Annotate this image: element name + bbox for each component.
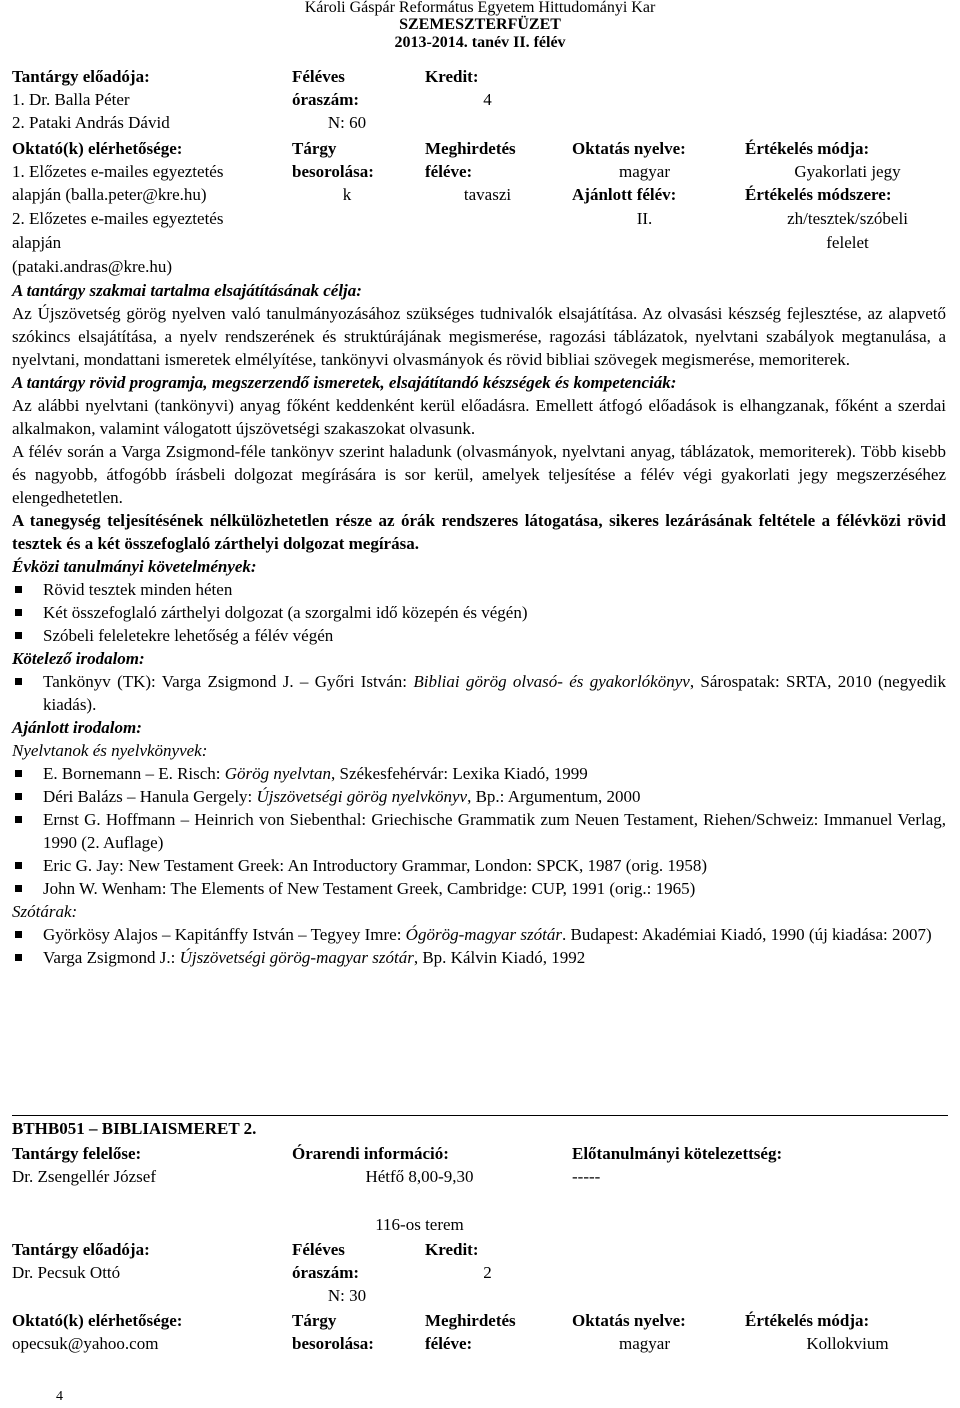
contact-line: (pataki.andras@kre.hu) <box>12 257 173 276</box>
classification-label: besorolása: <box>292 162 374 181</box>
document-title: SZEMESZTERFÜZET <box>399 16 561 33</box>
language-label: Oktatás nyelve: <box>572 1311 686 1330</box>
hours-label: óraszám: <box>292 90 360 109</box>
evaluation-label: Értékelés módja: <box>745 139 870 158</box>
language-value: magyar <box>619 162 670 181</box>
recommended-semester-value: II. <box>636 209 653 228</box>
list-item <box>12 785 946 808</box>
language-value: magyar <box>619 1334 670 1353</box>
hours-label: Féléves <box>292 1240 345 1259</box>
citation-title: Ógörög-magyar szótár <box>405 925 562 944</box>
program-requirement-bold: A tanegység teljesítésének nélkülözhetetlen része az órák rendszeres látogatása, sikeres lezárásának feltétele a félévközi rövid tesztek és a két összefoglaló zárthelyi dolgozat megírása. <box>12 511 946 553</box>
course1-body <box>12 279 946 969</box>
lecturer-value: Dr. Pecsuk Ottó <box>12 1263 121 1282</box>
room-value: 116-os terem <box>375 1215 464 1234</box>
list-item <box>12 670 946 716</box>
contact-line: alapján (balla.peter@kre.hu) <box>12 185 207 204</box>
lecturer-1: 1. Dr. Balla Péter <box>12 90 130 109</box>
course2-title: BTHB051 – BIBLIAISMERET 2. <box>12 1119 257 1138</box>
goal-text: Az Újszövetség görög nyelven való tanulmányozásához szükséges tudnivalók elsajátítása. Az olvasási készség fejlesztése, az alapvető szókincs elsajátítása, a nyelv rendszerének és struktúrájának megismerése, ragozási táblázatok, nyelvtani szabályok megtanulása, a nyelvtani, mondattani ismeretek elmélyítése, tankönyvi olvasmányok és rövid bibliai szövegek megismerése, memoriterek. <box>12 304 946 369</box>
contact-value: opecsuk@yahoo.com <box>12 1334 159 1353</box>
list-item: Ernst G. Hoffmann – Heinrich von Siebenthal: Griechische Grammatik zum Neuen Testament, Riehen/Schweiz: Immanuel Verlag, 1990 (2. Auflage) <box>12 808 946 854</box>
citation-text: , Székesfehérvár: Lexika Kiadó, 1999 <box>331 764 588 783</box>
program-paragraph: Az alábbi nyelvtani (tankönyvi) anyag főként keddenként kerül előadásra. Emellett átfogó előadások is elhangzanak, főként a szerdai alkalmakon, valamint válogatott újszövetségi szakaszokat olvasunk. <box>12 396 946 438</box>
course-separator <box>12 1115 948 1116</box>
dictionaries-list <box>12 923 946 969</box>
evaluation-value: Gyakorlati jegy <box>794 162 901 181</box>
evaluation-value: Kollokvium <box>806 1334 889 1353</box>
citation-title: Bibliai görög olvasó- és gyakorlókönyv <box>413 672 690 691</box>
contact-line: alapján <box>12 233 62 252</box>
institution-name: Károli Gáspár Református Egyetem Hittudományi Kar <box>304 0 656 16</box>
responsible-value: Dr. Zsengellér József <box>12 1167 156 1186</box>
timetable-value: Hétfő 8,00-9,30 <box>365 1167 474 1186</box>
semester-type-value: tavaszi <box>463 185 512 204</box>
classification-label: Tárgy <box>292 1311 337 1330</box>
semester-type-label: féléve: <box>425 1334 473 1353</box>
responsible-label: Tantárgy felelőse: <box>12 1144 142 1163</box>
contact-label: Oktató(k) elérhetősége: <box>12 139 183 158</box>
evaluation-method-value: felelet <box>826 233 869 252</box>
program-heading: A tantárgy rövid programja, megszerzendő ismeretek, elsajátítandó készségek és kompetenciák: <box>12 373 677 392</box>
page-number: 4 <box>56 1389 63 1404</box>
citation-title: Görög nyelvtan <box>224 764 332 783</box>
prerequisite-label: Előtanulmányi kötelezettség: <box>572 1144 783 1163</box>
hours-label: Féléves <box>292 67 345 86</box>
list-item: Eric G. Jay: New Testament Greek: An Introductory Grammar, London: SPCK, 1987 (orig. 1958) <box>12 854 946 877</box>
timetable-label: Órarendi információ: <box>292 1144 449 1163</box>
lecturer-2: 2. Pataki András Dávid <box>12 113 170 132</box>
contact-label: Oktató(k) elérhetősége: <box>12 1311 183 1330</box>
citation-text: E. Bornemann – E. Risch: <box>43 764 225 783</box>
classification-label: Tárgy <box>292 139 337 158</box>
dictionaries-heading: Szótárak: <box>12 902 78 921</box>
evaluation-label: Értékelés módja: <box>745 1311 870 1330</box>
classification-label: besorolása: <box>292 1334 374 1353</box>
recommended-semester-label: Ajánlott félév: <box>572 185 677 204</box>
list-item <box>12 946 946 969</box>
citation-text: Györkösy Alajos – Kapitánffy István – Tegyey Imre: <box>43 925 406 944</box>
semester-type-label: Meghirdetés <box>425 1311 516 1330</box>
list-item: Rövid tesztek minden héten <box>12 578 946 601</box>
mandatory-literature-heading: Kötelező irodalom: <box>12 649 145 668</box>
credit-value: 2 <box>483 1263 492 1282</box>
credit-value: 4 <box>483 90 492 109</box>
citation-title: Újszövetségi görög-magyar szótár <box>179 948 414 967</box>
list-item <box>12 923 946 946</box>
semester-label: 2013-2014. tanév II. félév <box>394 34 566 51</box>
evaluation-method-label: Értékelés módszere: <box>745 185 892 204</box>
semester-type-label: féléve: <box>425 162 473 181</box>
requirements-heading: Évközi tanulmányi követelmények: <box>12 557 257 576</box>
credit-label: Kredit: <box>425 67 479 86</box>
citation-text: . Budapest: Akadémiai Kiadó, 1990 (új kiadása: 2007) <box>561 925 932 944</box>
requirements-list <box>12 578 946 647</box>
classification-value: k <box>342 185 352 204</box>
list-item: Két összefoglaló zárthelyi dolgozat (a szorgalmi idő közepén és végén) <box>12 601 946 624</box>
semester-type-label: Meghirdetés <box>425 139 516 158</box>
recommended-literature-heading: Ajánlott irodalom: <box>12 718 142 737</box>
citation-text: Tankönyv (TK): Varga Zsigmond J. – Győri István: <box>43 672 414 691</box>
list-item: John W. Wenham: The Elements of New Testament Greek, Cambridge: CUP, 1991 (orig.: 1965) <box>12 877 946 900</box>
lecturer-label: Tantárgy előadója: <box>12 67 150 86</box>
citation-text: Varga Zsigmond J.: <box>43 948 180 967</box>
mandatory-literature-list <box>12 670 946 716</box>
citation-text: , Sárospatak: SRTA, 2010 (negyedik kiadás). <box>43 672 946 714</box>
grammars-heading: Nyelvtanok és nyelvkönyvek: <box>12 741 208 760</box>
list-item: Szóbeli feleletekre lehetőség a félév végén <box>12 624 946 647</box>
lecturer-label: Tantárgy előadója: <box>12 1240 150 1259</box>
contact-line: 1. Előzetes e-mailes egyeztetés <box>12 162 224 181</box>
credit-label: Kredit: <box>425 1240 479 1259</box>
hours-value: N: 30 <box>327 1286 367 1305</box>
grammars-list <box>12 762 946 900</box>
contact-line: 2. Előzetes e-mailes egyeztetés <box>12 209 224 228</box>
goal-heading: A tantárgy szakmai tartalma elsajátításának célja: <box>12 281 362 300</box>
citation-text: , Bp.: Argumentum, 2000 <box>467 787 641 806</box>
citation-title: Újszövetségi görög nyelvkönyv <box>256 787 468 806</box>
citation-text: , Bp. Kálvin Kiadó, 1992 <box>413 948 586 967</box>
hours-value: N: 60 <box>327 113 367 132</box>
citation-text: Déri Balázs – Hanula Gergely: <box>43 787 257 806</box>
prerequisite-value: ----- <box>572 1167 601 1186</box>
evaluation-method-value: zh/tesztek/szóbeli <box>787 209 908 228</box>
list-item <box>12 762 946 785</box>
hours-label: óraszám: <box>292 1263 360 1282</box>
language-label: Oktatás nyelve: <box>572 139 686 158</box>
program-paragraph: A félév során a Varga Zsigmond-féle tankönyv szerint haladunk (olvasmányok, nyelvtani anyag, táblázatok, memoriterek). Több kisebb és nagyobb, átfogóbb írásbeli dolgozat megírására is sor kerül, amelyek teljesítése a félév végi gyakorlati jegy megszerzéséhez elengedhetetlen. <box>12 442 946 507</box>
